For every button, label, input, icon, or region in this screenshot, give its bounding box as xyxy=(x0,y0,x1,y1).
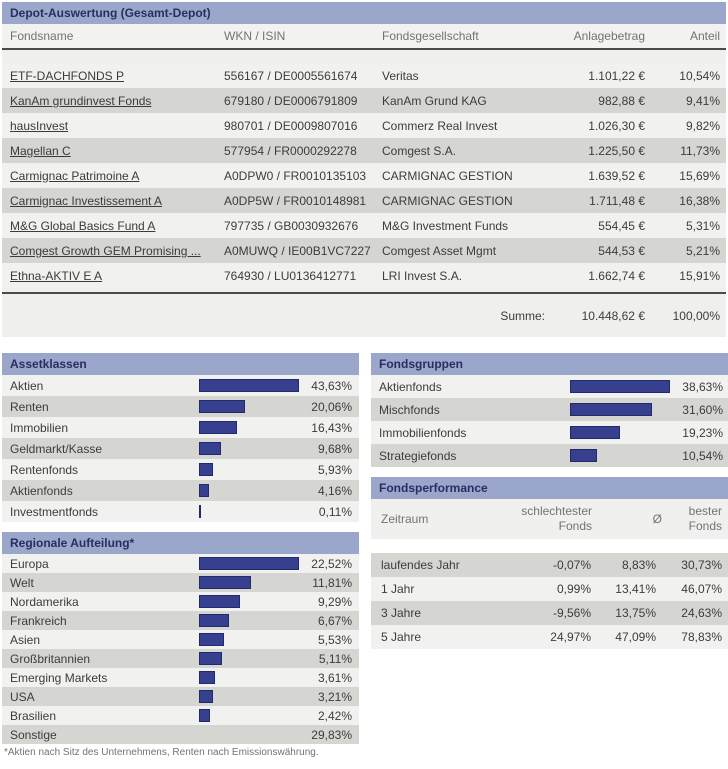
zeitraum: 3 Jahre xyxy=(381,606,422,620)
chart-row-value: 0,11% xyxy=(318,504,352,519)
table-row xyxy=(2,138,726,163)
spacer xyxy=(2,50,726,63)
anlagebetrag: 1.662,74 € xyxy=(588,268,645,283)
chart-row-value: 5,93% xyxy=(317,462,352,477)
chart-row-value: 31,60% xyxy=(682,402,723,417)
chart-row xyxy=(2,501,359,522)
bar-track xyxy=(199,463,299,476)
chart-row-label: Strategiefonds xyxy=(379,448,457,463)
bester-fonds-wert: 78,83% xyxy=(681,630,722,644)
assetklassen-panel xyxy=(2,353,359,522)
anteil: 11,73% xyxy=(680,143,720,158)
col-header-wkn-isin: WKN / ISIN xyxy=(224,29,286,43)
table-row xyxy=(2,263,726,288)
assetklassen-title: Assetklassen xyxy=(2,353,359,375)
bar-track xyxy=(570,426,670,439)
fund-link[interactable]: Ethna-AKTIV E A xyxy=(10,268,103,283)
fondsperformance-header xyxy=(371,499,728,539)
col-header-bester-fonds: bester Fonds xyxy=(688,504,722,533)
anlagebetrag: 1.225,50 € xyxy=(588,143,645,158)
bar-track xyxy=(199,442,299,455)
fund-table-header xyxy=(2,24,726,48)
table-row xyxy=(2,213,726,238)
schlechtester-fonds-wert: -0,07% xyxy=(552,558,591,572)
right-column xyxy=(371,353,728,758)
bar-track xyxy=(199,576,299,589)
fund-table xyxy=(2,24,726,337)
anlagebetrag: 982,88 € xyxy=(598,93,645,108)
chart-row-value: 5,11% xyxy=(318,651,352,666)
chart-row-label: Frankreich xyxy=(10,613,67,628)
bester-fonds-wert: 30,73% xyxy=(681,558,722,572)
chart-row-label: Asien xyxy=(10,632,41,647)
bar xyxy=(570,380,670,393)
chart-row-value: 9,29% xyxy=(317,594,352,609)
bar xyxy=(199,505,201,518)
bar-track xyxy=(199,652,299,665)
durchschnitt-wert: 47,09% xyxy=(615,630,656,644)
bar xyxy=(199,709,210,722)
chart-row-label: Rentenfonds xyxy=(10,462,79,477)
chart-row xyxy=(371,375,728,398)
fund-link[interactable]: Carmignac Patrimoine A xyxy=(10,168,140,183)
fondsgesellschaft: KanAm Grund KAG xyxy=(382,93,487,108)
chart-row xyxy=(2,396,359,417)
chart-row xyxy=(371,421,728,444)
chart-row xyxy=(2,687,359,706)
performance-row xyxy=(371,601,728,625)
bar-track xyxy=(199,690,299,703)
chart-row-label: Europa xyxy=(10,556,49,571)
chart-row xyxy=(2,649,359,668)
fondsperformance-title: Fondsperformance xyxy=(371,477,728,499)
chart-row-label: Mischfonds xyxy=(379,402,440,417)
chart-row-label: Nordamerika xyxy=(10,594,79,609)
sum-share: 100,00% xyxy=(672,308,720,323)
chart-row xyxy=(2,375,359,396)
bar-track xyxy=(199,505,299,518)
chart-row-value: 11,81% xyxy=(312,575,352,590)
bar-track xyxy=(199,421,299,434)
chart-row-label: Geldmarkt/Kasse xyxy=(10,441,103,456)
anlagebetrag: 554,45 € xyxy=(598,218,645,233)
fund-link[interactable]: Magellan C xyxy=(10,143,71,158)
performance-row xyxy=(371,625,728,649)
wkn-isin: 980701 / DE0009807016 xyxy=(224,118,358,133)
wkn-isin: 764930 / LU0136412771 xyxy=(224,268,357,283)
sum-amount: 10.448,62 € xyxy=(581,308,645,323)
fund-link[interactable]: ETF-DACHFONDS P xyxy=(10,68,124,83)
sum-row xyxy=(2,294,726,337)
bar xyxy=(199,421,237,434)
zeitraum: 1 Jahr xyxy=(381,582,415,596)
bester-fonds-wert: 46,07% xyxy=(681,582,722,596)
regionale-aufteilung-panel xyxy=(2,532,359,758)
chart-row-value: 6,67% xyxy=(317,613,352,628)
chart-row-value: 20,06% xyxy=(311,399,352,414)
bar-track xyxy=(199,633,299,646)
bar xyxy=(199,614,229,627)
chart-row-value: 3,61% xyxy=(317,670,352,685)
left-column xyxy=(2,353,359,758)
chart-row-value: 9,68% xyxy=(317,441,352,456)
sum-label: Summe: xyxy=(500,308,545,323)
table-row xyxy=(2,188,726,213)
bar-track xyxy=(199,400,299,413)
chart-row-value: 38,63% xyxy=(682,379,723,394)
durchschnitt-wert: 8,83% xyxy=(621,558,656,572)
fondsgesellschaft: M&G Investment Funds xyxy=(382,218,509,233)
chart-row-label: Aktien xyxy=(10,378,44,393)
table-row xyxy=(2,88,726,113)
chart-row xyxy=(2,459,359,480)
anteil: 5,31% xyxy=(685,218,720,233)
chart-row xyxy=(371,444,728,467)
bar-track xyxy=(570,403,670,416)
bar xyxy=(199,690,213,703)
performance-row xyxy=(371,553,728,577)
chart-row-value: 16,43% xyxy=(311,420,352,435)
durchschnitt-wert: 13,75% xyxy=(615,606,656,620)
spacer xyxy=(371,467,728,477)
bar xyxy=(199,379,299,392)
chart-row-value: 29,83% xyxy=(311,727,352,742)
table-row xyxy=(2,163,726,188)
chart-row-label: Immobilienfonds xyxy=(379,425,467,440)
fondsgesellschaft: LRI Invest S.A. xyxy=(382,268,463,283)
chart-row-value: 22,52% xyxy=(311,556,352,571)
fund-link[interactable]: Comgest Growth GEM Promising ... xyxy=(10,243,201,258)
chart-row-label: Investmentfonds xyxy=(10,504,99,519)
performance-row xyxy=(371,577,728,601)
chart-row-value: 5,53% xyxy=(317,632,352,647)
fondsgesellschaft: Veritas xyxy=(382,68,419,83)
bar xyxy=(570,449,597,462)
spacer xyxy=(371,539,728,553)
chart-row-value: 43,63% xyxy=(311,378,352,393)
wkn-isin: 577954 / FR0000292278 xyxy=(224,143,357,158)
bar-track xyxy=(199,709,299,722)
fondsgesellschaft: Comgest Asset Mgmt xyxy=(382,243,497,258)
col-header-fondsname: Fondsname xyxy=(10,29,74,43)
chart-row xyxy=(2,480,359,501)
chart-row-label: Brasilien xyxy=(10,708,57,723)
zeitraum: 5 Jahre xyxy=(381,630,422,644)
chart-row-label: Großbritannien xyxy=(10,651,91,666)
chart-row xyxy=(371,398,728,421)
anteil: 9,41% xyxy=(685,93,720,108)
regionale-footnote: *Aktien nach Sitz des Unternehmens, Renten nach Emissionswährung. xyxy=(4,747,319,758)
wkn-isin: 679180 / DE0006791809 xyxy=(224,93,358,108)
bar xyxy=(199,595,240,608)
anteil: 15,69% xyxy=(679,168,720,183)
schlechtester-fonds-wert: 24,97% xyxy=(550,630,591,644)
bar-track xyxy=(199,557,299,570)
col-header-zeitraum: Zeitraum xyxy=(381,512,429,526)
anlagebetrag: 1.026,30 € xyxy=(588,118,645,133)
bar xyxy=(199,442,221,455)
regionale-aufteilung-title: Regionale Aufteilung* xyxy=(2,532,359,554)
fund-link[interactable]: hausInvest xyxy=(10,118,69,133)
fondsgruppen-title: Fondsgruppen xyxy=(371,353,728,375)
chart-row xyxy=(2,668,359,687)
column-gap xyxy=(359,353,371,758)
zeitraum: laufendes Jahr xyxy=(381,558,460,572)
col-header-anlagebetrag: Anlagebetrag xyxy=(573,29,645,43)
chart-row-label: Immobilien xyxy=(10,420,69,435)
bar xyxy=(199,557,299,570)
chart-row-value: 3,21% xyxy=(317,689,352,704)
chart-row xyxy=(2,554,359,573)
table-row xyxy=(2,238,726,263)
bar xyxy=(570,426,620,439)
bar xyxy=(199,400,245,413)
bar-track xyxy=(199,671,299,684)
bar-track xyxy=(199,595,299,608)
chart-row xyxy=(2,438,359,459)
anlagebetrag: 1.101,22 € xyxy=(588,68,645,83)
table-row xyxy=(2,63,726,88)
anteil: 15,91% xyxy=(679,268,720,283)
spacer xyxy=(2,522,359,532)
chart-row-value: 2,42% xyxy=(317,708,352,723)
col-header-fondsgesellschaft: Fondsgesellschaft xyxy=(382,29,479,43)
chart-row-label: Renten xyxy=(10,399,49,414)
bar-track xyxy=(570,449,670,462)
bar xyxy=(199,633,224,646)
fondsgesellschaft: CARMIGNAC GESTION xyxy=(382,168,513,183)
bar xyxy=(199,463,213,476)
bar-track xyxy=(199,484,299,497)
spacer xyxy=(2,337,726,353)
chart-row xyxy=(2,706,359,725)
schlechtester-fonds-wert: 0,99% xyxy=(556,582,591,596)
chart-row xyxy=(2,417,359,438)
fund-link[interactable]: M&G Global Basics Fund A xyxy=(10,218,156,233)
chart-row-value: 19,23% xyxy=(682,425,723,440)
wkn-isin: 556167 / DE0005561674 xyxy=(224,68,358,83)
bar-track xyxy=(199,614,299,627)
anteil: 9,82% xyxy=(685,118,720,133)
anteil: 5,21% xyxy=(685,243,720,258)
col-header-durchschnitt: Ø xyxy=(652,512,662,526)
bar xyxy=(199,576,251,589)
fund-link[interactable]: Carmignac Investissement A xyxy=(10,193,163,208)
col-header-schlechtester-fonds: schlechtester Fonds xyxy=(521,504,592,533)
anlagebetrag: 1.639,52 € xyxy=(588,168,645,183)
chart-row-value: 10,54% xyxy=(682,448,723,463)
fund-link[interactable]: KanAm grundinvest Fonds xyxy=(10,93,152,108)
col-header-anteil: Anteil xyxy=(689,29,720,43)
page-title: Depot-Auswertung (Gesamt-Depot) xyxy=(2,2,726,24)
bar-track xyxy=(570,380,670,393)
fondsgesellschaft: Comgest S.A. xyxy=(382,143,457,158)
fondsgruppen-panel xyxy=(371,353,728,467)
chart-row xyxy=(2,592,359,611)
table-row xyxy=(2,113,726,138)
chart-row-label: USA xyxy=(10,689,35,704)
fondsgesellschaft: CARMIGNAC GESTION xyxy=(382,193,513,208)
chart-row xyxy=(2,630,359,649)
chart-row-value: 4,16% xyxy=(317,483,352,498)
wkn-isin: A0DPW0 / FR0010135103 xyxy=(224,168,367,183)
anlagebetrag: 1.711,48 € xyxy=(589,193,645,208)
wkn-isin: A0MUWQ / IE00B1VC7227 xyxy=(224,243,371,258)
chart-row xyxy=(2,611,359,630)
panels-area xyxy=(2,353,726,758)
bar xyxy=(199,484,209,497)
chart-row-label: Aktienfonds xyxy=(379,379,442,394)
anteil: 10,54% xyxy=(679,68,720,83)
chart-row-label: Sonstige xyxy=(10,727,57,742)
chart-row-label: Emerging Markets xyxy=(10,670,108,685)
fondsperformance-panel xyxy=(371,477,728,649)
bar xyxy=(570,403,652,416)
chart-row xyxy=(2,725,359,744)
bester-fonds-wert: 24,63% xyxy=(681,606,722,620)
anlagebetrag: 544,53 € xyxy=(598,243,645,258)
chart-row-label: Aktienfonds xyxy=(10,483,73,498)
fondsgesellschaft: Commerz Real Invest xyxy=(382,118,498,133)
anteil: 16,38% xyxy=(679,193,720,208)
chart-row xyxy=(2,573,359,592)
wkn-isin: 797735 / GB0030932676 xyxy=(224,218,359,233)
chart-row-label: Welt xyxy=(10,575,34,590)
schlechtester-fonds-wert: -9,56% xyxy=(552,606,591,620)
durchschnitt-wert: 13,41% xyxy=(615,582,656,596)
bar xyxy=(199,652,222,665)
wkn-isin: A0DP5W / FR0010148981 xyxy=(224,193,367,208)
bar-track xyxy=(199,379,299,392)
bar xyxy=(199,671,215,684)
